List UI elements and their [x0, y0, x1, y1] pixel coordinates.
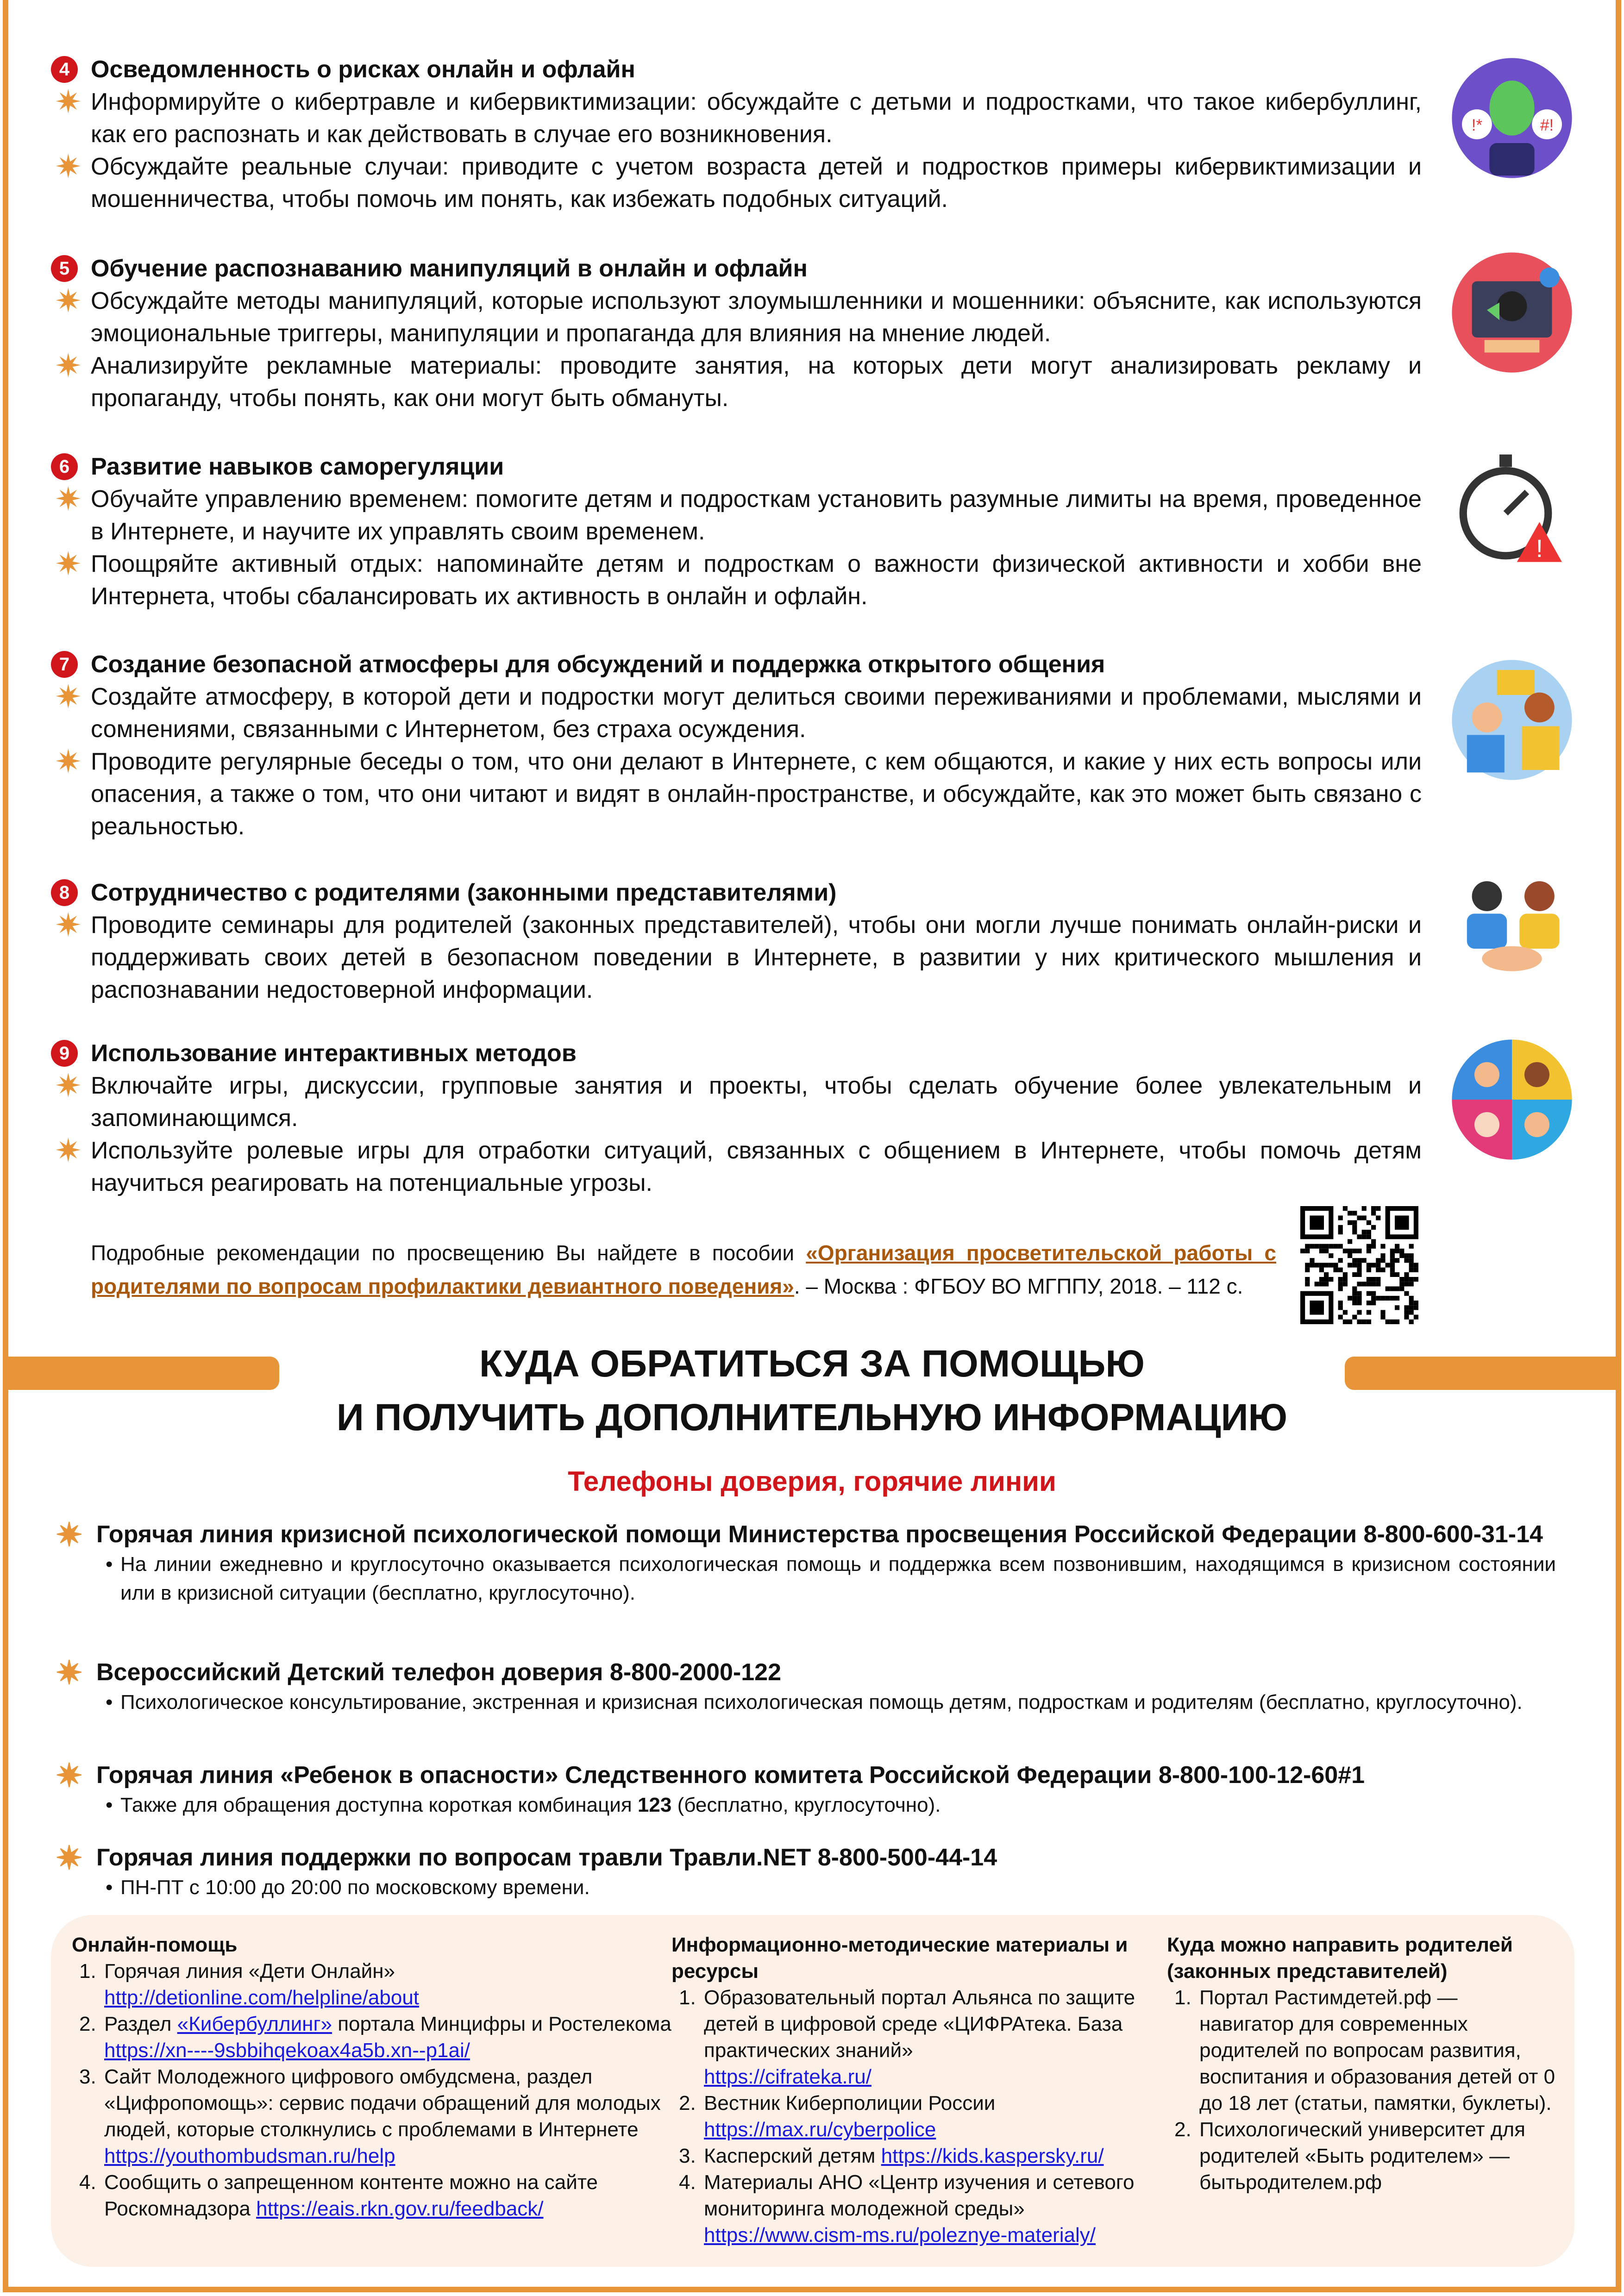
hotline-item	[51, 1759, 1556, 1820]
list-item: ✷ Проводите регулярные беседы о том, что они делают в Интернете, с кем общаются, и какие у них есть вопросы или опасения, а также о том, что они читают и видят в онлайн-пространстве, и обсуждайте, как это может быть связано с реальностью.	[55, 744, 1422, 840]
section-number-badge: 5	[51, 255, 78, 282]
list-item: ✷ Обсуждайте реальные случаи: приводите с учетом возраста детей и подростков примеры кибервиктимизации и мошенничества, чтобы помочь им понять, как избежать подобных ситуаций.	[55, 149, 1422, 213]
asterisk-bullet-icon: ✷	[56, 1840, 83, 1876]
resource-item: 1. Портал Растимдетей.рф — навигатор для современных родителей по вопросам развития, воспитания и образования детей от 0 до 18 лет (статьи, памятки, буклеты).	[1174, 1986, 1555, 2115]
list-item: ✷ Включайте игры, дискуссии, групповые занятия и проекты, чтобы сделать обучение более увлекательным и запоминающимся.	[55, 1068, 1422, 1132]
list-item: ✷ Поощряйте активный отдых: напоминайте детям и подросткам о важности физической активности и хобби вне Интернета, чтобы сбалансировать их активность в онлайн и офлайн.	[55, 546, 1422, 610]
list-item: ✷ Анализируйте рекламные материалы: проводите занятия, на которых дети могут анализировать рекламу и пропаганду, чтобы понять, как они могут быть обмануты.	[55, 348, 1422, 412]
list-item: ✷ Обучайте управлению временем: помогите детям и подросткам установить разумные лимиты на время, проведенное в Интернете, и научите их управлять своим временем.	[55, 481, 1422, 545]
asterisk-bullet-icon: ✷	[56, 1655, 83, 1691]
conversation-icon	[1449, 657, 1574, 782]
column-title: Онлайн-помощь	[72, 1933, 238, 1956]
hotline-description: • На линии ежедневно и круглосуточно оказывается психологическая помощь и поддержка всем позвонившим, находящимся в кризисном состоянии или в кризисной ситуации (бесплатно, круглосуточно).	[51, 1550, 1556, 1608]
stopwatch-warning-icon	[1449, 444, 1574, 569]
resource-link[interactable]: https://youthombudsman.ru/help	[104, 2145, 395, 2167]
online-help-column	[72, 1932, 674, 2222]
materials-column	[671, 1932, 1153, 2248]
section-6	[51, 450, 1422, 613]
hotline-title: ✷ Всероссийский Детский телефон доверия 8-800-2000-122	[56, 1655, 782, 1691]
section-5	[51, 252, 1422, 414]
section-number-badge: 7	[51, 651, 78, 678]
svg-text:!: !	[1536, 535, 1543, 563]
hotline-description: • ПН-ПТ с 10:00 до 20:00 по московскому времени.	[51, 1873, 1556, 1902]
resource-item: 3. Сайт Молодежного цифрового омбудсмена, раздел «Цифропомощь»: сервис подачи обращений для молодых людей, которые столкнулись с проблемами в Интернете https://youthombudsman.ru/help	[79, 2065, 661, 2167]
column-title: Куда можно направить родителей (законных представителей)	[1167, 1933, 1513, 1983]
asterisk-bullet-icon: ✷	[55, 907, 82, 943]
section-9	[51, 1037, 1422, 1199]
hotline-title: ✷ Горячая линия поддержки по вопросам травли Травли.NET 8-800-500-44-14	[56, 1840, 997, 1876]
asterisk-bullet-icon: ✷	[56, 1517, 83, 1553]
section-number-badge: 4	[51, 56, 78, 83]
list-item: ✷ Используйте ролевые игры для отработки ситуаций, связанных с общением в Интернете, чтобы помочь детям научиться реагировать на потенциальные угрозы.	[55, 1132, 1422, 1196]
section-title: 6 Развитие навыков саморегуляции	[51, 450, 1422, 483]
resource-link[interactable]: https://kids.kaspersky.ru/	[881, 2145, 1104, 2167]
asterisk-bullet-icon: ✷	[55, 1068, 82, 1104]
hotline-item	[51, 1657, 1556, 1717]
resource-link[interactable]: «Кибербуллинг»	[177, 2013, 332, 2035]
asterisk-bullet-icon: ✷	[55, 1132, 82, 1169]
hotline-item	[51, 1519, 1556, 1608]
qr-code	[1300, 1206, 1418, 1324]
section-number-badge: 6	[51, 453, 78, 480]
resource-item: 2. Раздел «Кибербуллинг» портала Минцифры и Ростелекома https://xn----9sbbihqekoax4a5b.xn--p1ai/	[79, 2013, 671, 2062]
hotline-description: • Также для обращения доступна короткая комбинация 123 (бесплатно, круглосуточно).	[51, 1791, 1556, 1820]
hotline-title: ✷ Горячая линия кризисной психологической помощи Министерства просвещения Российской Федерации 8-800-600-31-14	[56, 1517, 1543, 1553]
resource-link[interactable]: https://max.ru/cyberpolice	[704, 2118, 936, 2141]
hotline-title: ✷ Горячая линия «Ребенок в опасности» Следственного комитета Российской Федерации 8-800-100-12-60#1	[56, 1758, 1365, 1794]
handshake-icon	[1449, 861, 1574, 986]
asterisk-bullet-icon: ✷	[55, 679, 82, 715]
asterisk-bullet-icon: ✷	[55, 84, 82, 120]
list-item: ✷ Проводите семинары для родителей (законных представителей), чтобы они могли лучше понимать онлайн-риски и поддерживать своих детей в безопасном поведении в Интернете, в развитии у них критического мышления и распознавании недостоверной информации.	[55, 907, 1422, 1003]
resource-item: 3. Касперский детям https://kids.kaspersky.ru/	[679, 2145, 1104, 2167]
resource-link[interactable]: https://cifrateka.ru/	[704, 2065, 872, 2088]
section-4	[51, 53, 1422, 215]
section-7	[51, 648, 1422, 843]
asterisk-bullet-icon: ✷	[55, 744, 82, 780]
section-title: 8 Сотрудничество с родителями (законными представителями)	[51, 876, 1422, 909]
resource-link[interactable]: https://www.cism-ms.ru/poleznye-materialy/	[704, 2224, 1096, 2246]
main-heading: КУДА ОБРАТИТЬСЯ ЗА ПОМОЩЬЮ И ПОЛУЧИТЬ ДОПОЛНИТЕЛЬНУЮ ИНФОРМАЦИЮ	[336, 1343, 1288, 1439]
section-number-badge: 9	[51, 1040, 78, 1067]
group-avatars-icon	[1449, 1037, 1574, 1162]
resource-item: 2. Психологический университет для родителей «Быть родителем» — бытьродителем.рф	[1174, 2118, 1525, 2194]
asterisk-bullet-icon: ✷	[55, 481, 82, 517]
resource-item: 4. Материалы АНО «Центр изучения и сетевого мониторинга молодежной среды» https://www.cism-ms.ru/poleznye-materialy/	[679, 2171, 1135, 2246]
hotline-item	[51, 1842, 1556, 1902]
resource-item: 1. Горячая линия «Дети Онлайн» http://detionline.com/helpline/about	[79, 1960, 420, 2009]
section-number-badge: 8	[51, 879, 78, 906]
hotline-description: • Психологическое консультирование, экстренная и кризисная психологическая помощь детям, подросткам и родителям (бесплатно, круглосуточно).	[51, 1688, 1556, 1717]
resource-item: 4. Сообщить о запрещенном контенте можно на сайте Роскомнадзора https://eais.rkn.gov.ru/feedback/	[79, 2171, 598, 2220]
column-title: Информационно-методические материалы и ресурсы	[671, 1933, 1128, 1983]
section-title: 9 Использование интерактивных методов	[51, 1037, 1422, 1070]
section-title: 4 Осведомленность о рисках онлайн и офлайн	[51, 53, 1422, 86]
hacker-screen-icon	[1449, 250, 1574, 375]
resource-link[interactable]: https://eais.rkn.gov.ru/feedback/	[256, 2197, 544, 2220]
section-8	[51, 876, 1422, 1006]
cyberbullying-face-icon	[1449, 56, 1574, 181]
svg-text:#!: #!	[1540, 116, 1554, 134]
resource-link[interactable]: https://xn----9sbbihqekoax4a5b.xn--p1ai/	[104, 2039, 470, 2062]
resource-item: 2. Вестник Киберполиции России https://max.ru/cyberpolice	[679, 2092, 996, 2141]
section-title: 7 Создание безопасной атмосферы для обсуждений и поддержка открытого общения	[51, 648, 1422, 681]
list-item: ✷ Обсуждайте методы манипуляций, которые используют злоумышленники и мошенники: объясните, как используются эмоциональные триггеры, манипуляции и пропаганда для влияния на мнение людей.	[55, 283, 1422, 347]
resource-link[interactable]: http://detionline.com/helpline/about	[104, 1986, 420, 2009]
list-item: ✷ Создайте атмосферу, в которой дети и подростки могут делиться своими переживаниями и проблемами, мыслями и сомнениями, связанными с Интернетом, без страха осуждения.	[55, 679, 1422, 743]
footnote: Подробные рекомендации по просвещению Вы найдете в пособии «Организация просветительской работы с родителями по вопросам профилактики девиантного поведения». – Москва : ФГБОУ ВО МГППУ, 2018. – 112 с.	[91, 1241, 1276, 1298]
source-link[interactable]: «Организация просветительской работы с родителями по вопросам профилактики девиантного поведения»	[91, 1241, 1276, 1298]
list-item: ✷ Информируйте о кибертравле и кибервиктимизации: обсуждайте с детьми и подростками, что такое кибербуллинг, как его распознать и как действовать в случае его возникновения.	[55, 84, 1422, 148]
asterisk-bullet-icon: ✷	[55, 149, 82, 185]
svg-text:!*: !*	[1471, 116, 1483, 134]
asterisk-bullet-icon: ✷	[56, 1758, 83, 1794]
asterisk-bullet-icon: ✷	[55, 546, 82, 582]
asterisk-bullet-icon: ✷	[55, 348, 82, 384]
asterisk-bullet-icon: ✷	[55, 283, 82, 319]
parents-column	[1167, 1932, 1556, 2196]
resource-item: 1. Образовательный портал Альянса по защите детей в цифровой среде «ЦИФРАтека. База практических знаний» https://cifrateka.ru/	[679, 1986, 1135, 2088]
section-title: 5 Обучение распознаванию манипуляций в онлайн и офлайн	[51, 252, 1422, 285]
resources-box	[51, 1915, 1574, 2267]
subheading: Телефоны доверия, горячие линии	[568, 1466, 1056, 1497]
